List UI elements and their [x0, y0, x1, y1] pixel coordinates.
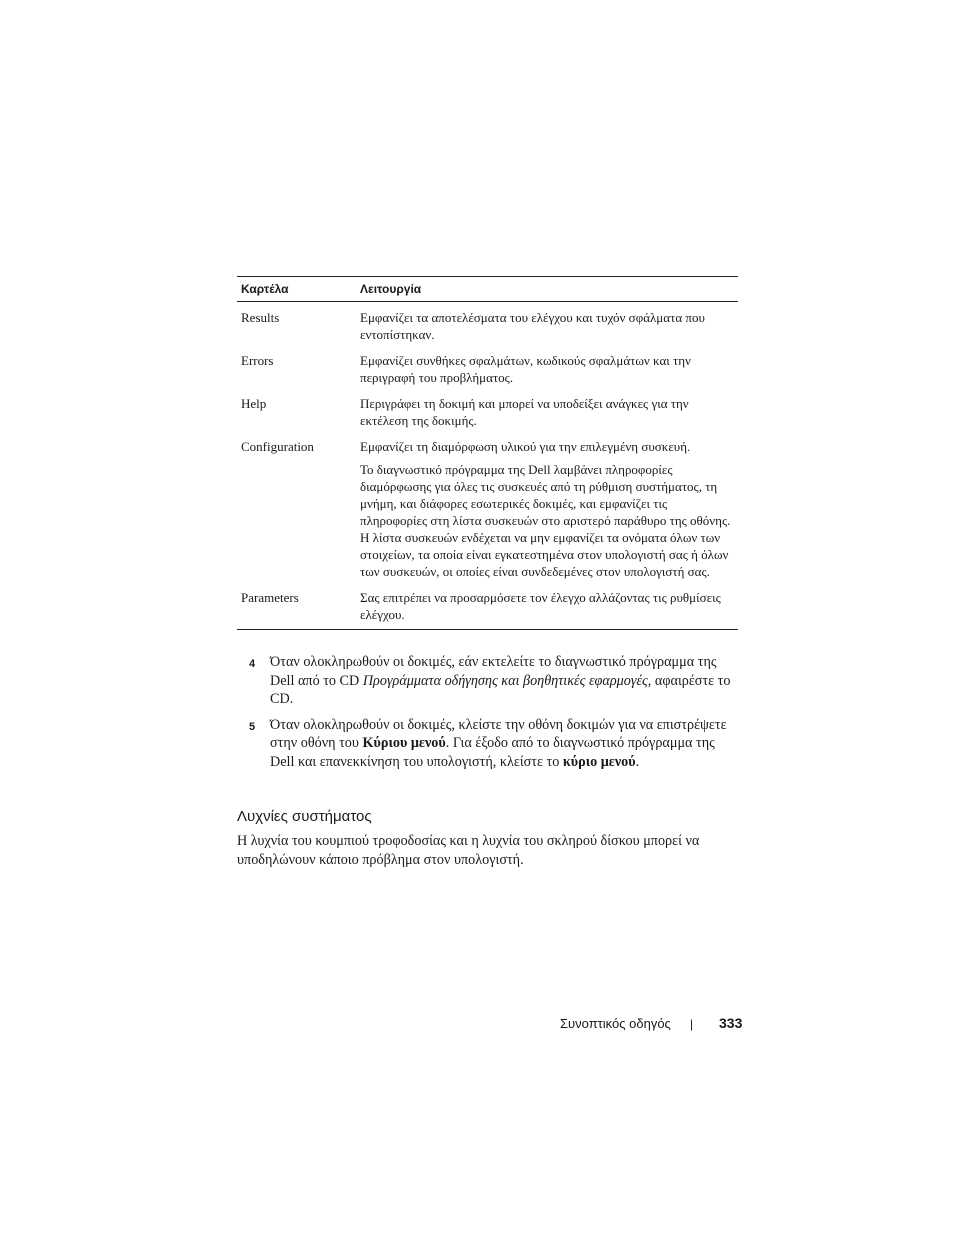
row-tab: Parameters [241, 590, 299, 605]
step-number: 5 [249, 720, 256, 733]
row-tab: Errors [241, 353, 274, 368]
row-desc: Σας επιτρέπει να προσαρμόσετε τον έλεγχο αλλάζοντας τις ρυθμίσεις ελέγχου. [360, 590, 721, 622]
table-row [237, 461, 738, 586]
section-paragraph: Η λυχνία του κουμπιού τροφοδοσίας και η λυχνία του σκληρού δίσκου μπορεί να υποδηλώνουν κάποιο πρόβλημα στον υπολογιστή. [237, 833, 700, 868]
step-list [249, 653, 739, 778]
step-item [249, 716, 739, 772]
table-row [237, 302, 738, 349]
row-tab [237, 461, 360, 580]
table-row [237, 435, 738, 461]
step-text-part: . [635, 753, 640, 770]
table-row [237, 392, 738, 435]
tab-function-table [237, 276, 738, 630]
main-menu-bold: κύριο μενού [562, 753, 636, 770]
row-desc: Εμφανίζει τη διαμόρφωση υλικού για την επιλεγμένη συσκευή. [360, 439, 691, 454]
header-tab: Καρτέλα [241, 282, 289, 296]
row-desc: Εμφανίζει συνθήκες σφαλμάτων, κωδικούς σφαλμάτων και την περιγραφή του προβλήματος. [360, 353, 691, 385]
step-item [249, 653, 739, 709]
step-text [270, 716, 739, 772]
footer-separator: | [690, 1017, 694, 1031]
step-text-part: Όταν ολοκληρωθούν οι δοκιμές, κλείστε την οθόνη δοκιμών για να επιστρέψετε στην οθόνη του [270, 716, 727, 751]
step-number: 4 [249, 658, 256, 670]
row-desc: Εμφανίζει τα αποτελέσματα του ελέγχου και τυχόν σφάλματα που εντοπίστηκαν. [360, 310, 705, 342]
step-text-part: Όταν ολοκληρωθούν οι δοκιμές, εάν εκτελείτε το διαγνωστικό πρόγραμμα της Dell από το CD [270, 654, 717, 689]
section-heading: Λυχνίες συστήματος [237, 808, 372, 825]
row-tab: Help [241, 396, 267, 411]
row-desc: Το διαγνωστικό πρόγραμμα της Dell λαμβάνει πληροφορίες διαμόρφωσης για όλες τις συσκευές από τη ρύθμιση συστήματος, τη μνήμη, και διάφορες εσωτερικές δοκιμές, και εμφανίζει τις πληροφορίες στη λίστα συσκευών στο αριστερό παράθυρο της οθόνης. Η λίστα συσκευών ενδέχεται να μην εμφανίζει τα ονόματα όλων των στοιχείων, τα οποία είναι εγκατεστημένα στον υπολογιστή σας ή όλων των συσκευών, οι οποίες είναι συνδεδεμένες στον υπολογιστή σας. [360, 462, 731, 579]
table-row [237, 586, 738, 629]
step-text-part: . Για έξοδο από το διαγνωστικό πρόγραμμα της Dell και επανεκκίνηση του υπολογιστή, κλείστε το [270, 735, 715, 770]
page-number: 333 [719, 1015, 743, 1031]
footer-title: Συνοπτικός οδηγός [560, 1016, 671, 1031]
main-menu-bold: Κύριου μενού [362, 735, 446, 751]
row-desc: Περιγράφει τη δοκιμή και μπορεί να υποδείξει ανάγκες για την εκτέλεση της δοκιμής. [360, 396, 689, 428]
row-tab: Configuration [241, 439, 314, 454]
row-tab: Results [241, 310, 280, 325]
cd-title-italic: Προγράμματα οδήγησης και βοηθητικές εφαρμογές [362, 672, 648, 689]
table-row [237, 349, 738, 392]
header-function: Λειτουργία [360, 282, 422, 296]
step-text [270, 653, 739, 709]
step-text-part: , αφαιρέστε το CD. [270, 672, 731, 707]
table-header-row [237, 277, 738, 302]
